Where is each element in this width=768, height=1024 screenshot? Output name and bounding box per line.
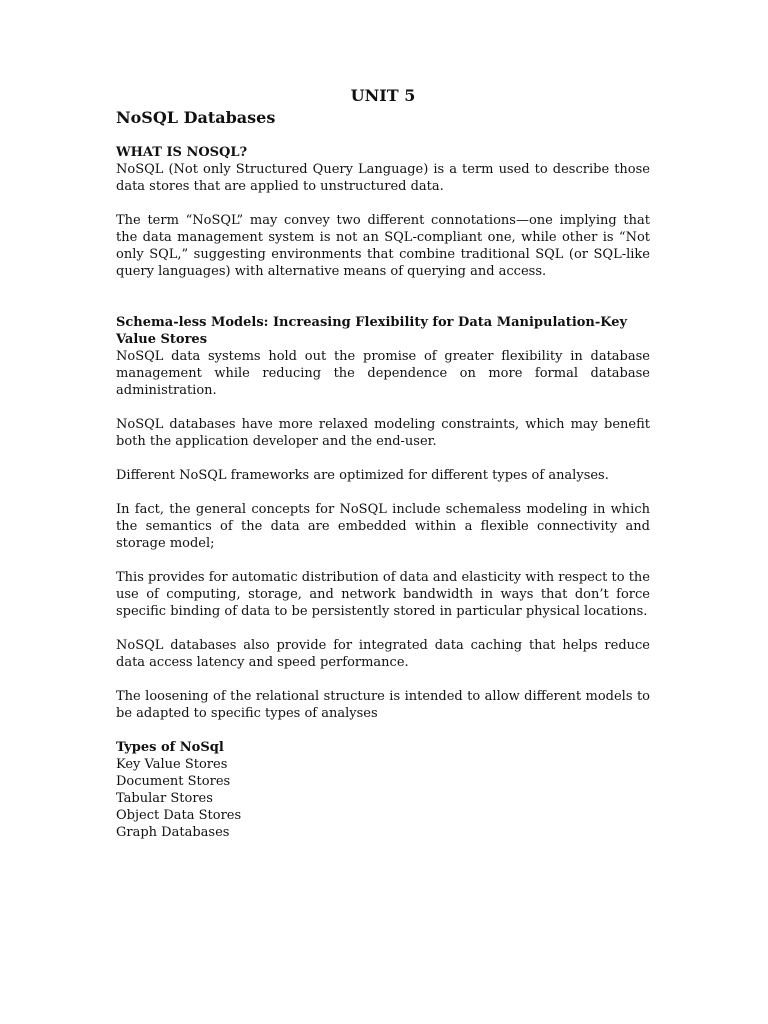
list-item: Key Value Stores bbox=[116, 757, 228, 772]
document-title: NoSQL Databases bbox=[116, 108, 276, 127]
paragraph: Different NoSQL frameworks are optimized for different types of analyses. bbox=[116, 468, 609, 483]
paragraph: NoSQL databases have more relaxed modeling constraints, which may benefit both the application developer and the end-user. bbox=[116, 417, 650, 449]
unit-title: UNIT 5 bbox=[350, 86, 416, 105]
list-item: Tabular Stores bbox=[116, 791, 213, 806]
paragraph: The term “NoSQL” may convey two different connotations—one implying that the data management system is not an SQL-compliant one, while other is “Not only SQL,” suggesting environments that combine traditional SQL (or SQL-like query languages) with alternative means of querying and access. bbox=[116, 213, 650, 279]
paragraph: NoSQL (Not only Structured Query Language) is a term used to describe those data stores that are applied to unstructured data. bbox=[116, 162, 650, 194]
list-item: Graph Databases bbox=[116, 825, 230, 840]
paragraph: This provides for automatic distribution of data and elasticity with respect to the use of computing, storage, and network bandwidth in ways that don’t force specific binding of data to be persistently stored in particular physical locations. bbox=[116, 570, 650, 619]
paragraph: The loosening of the relational structure is intended to allow different models to be adapted to specific types of analyses bbox=[116, 689, 650, 721]
list-item: Document Stores bbox=[116, 774, 231, 789]
list-item: Object Data Stores bbox=[116, 808, 242, 823]
section-heading-types-of-nosql: Types of NoSql bbox=[116, 740, 224, 755]
section-heading-schema-less-models: Schema-less Models: Increasing Flexibility for Data Manipulation-Key Value Stores bbox=[116, 315, 628, 347]
paragraph: In fact, the general concepts for NoSQL include schemaless modeling in which the semantics of the data are embedded within a flexible connectivity and storage model; bbox=[116, 502, 650, 551]
types-list bbox=[116, 756, 650, 841]
section-heading-what-is-nosql: WHAT IS NOSQL? bbox=[116, 145, 248, 160]
paragraph: NoSQL data systems hold out the promise of greater flexibility in database management while reducing the dependence on more formal database administration. bbox=[116, 349, 650, 398]
paragraph: NoSQL databases also provide for integrated data caching that helps reduce data access latency and speed performance. bbox=[116, 638, 650, 670]
